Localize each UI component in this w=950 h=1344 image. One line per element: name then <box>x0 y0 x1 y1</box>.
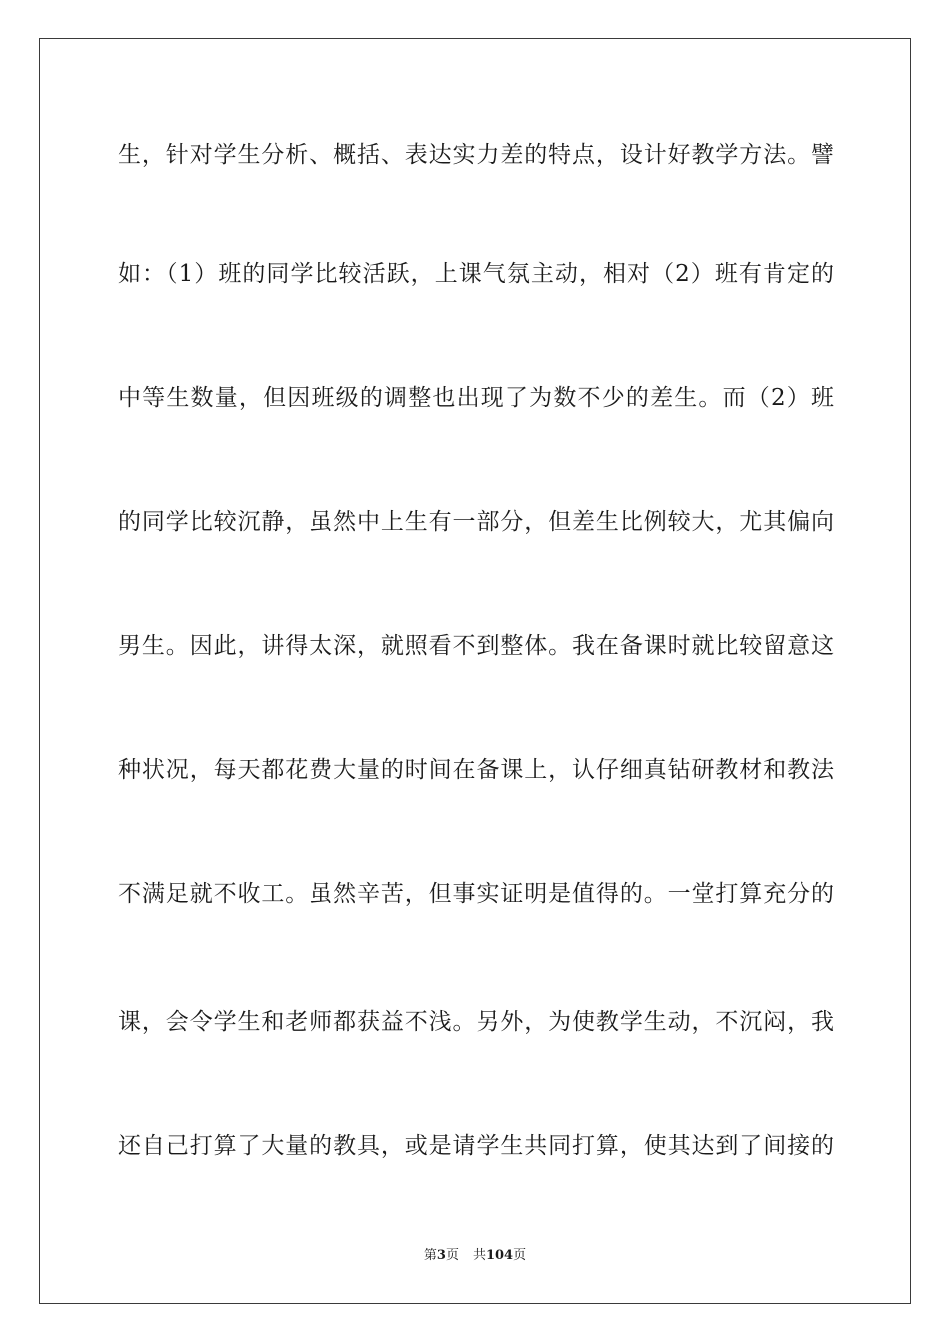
page-suffix: 页 <box>445 1248 459 1263</box>
page-prefix: 第 <box>423 1248 437 1263</box>
total-prefix: 共 <box>472 1248 486 1263</box>
total-suffix: 页 <box>513 1248 527 1263</box>
body-text-line: 还自己打算了大量的教具，或是请学生共同打算，使其达到了间接的 <box>118 1133 834 1159</box>
body-text-line: 中等生数量，但因班级的调整也出现了为数不少的差生。而（2）班 <box>118 385 834 411</box>
page-border <box>39 38 911 1304</box>
body-text-line: 男生。因此，讲得太深，就照看不到整体。我在备课时就比较留意这 <box>118 633 834 659</box>
total-pages: 104 <box>485 1248 514 1263</box>
body-text-line: 课，会令学生和老师都获益不浅。另外，为使教学生动，不沉闷，我 <box>118 1009 834 1035</box>
body-text-line: 种状况，每天都花费大量的时间在备课上，认仔细真钻研教材和教法 <box>118 757 834 783</box>
body-text-line: 不满足就不收工。虽然辛苦，但事实证明是值得的。一堂打算充分的 <box>118 881 834 907</box>
page-footer <box>0 1246 950 1266</box>
body-text-line: 生，针对学生分析、概括、表达实力差的特点，设计好教学方法。譬 <box>118 142 834 168</box>
body-text-line: 的同学比较沉静，虽然中上生有一部分，但差生比例较大，尤其偏向 <box>118 509 834 535</box>
body-text-line: 如：（1）班的同学比较活跃，上课气氛主动，相对（2）班有肯定的 <box>118 261 834 287</box>
page-number: 3 <box>436 1248 446 1263</box>
